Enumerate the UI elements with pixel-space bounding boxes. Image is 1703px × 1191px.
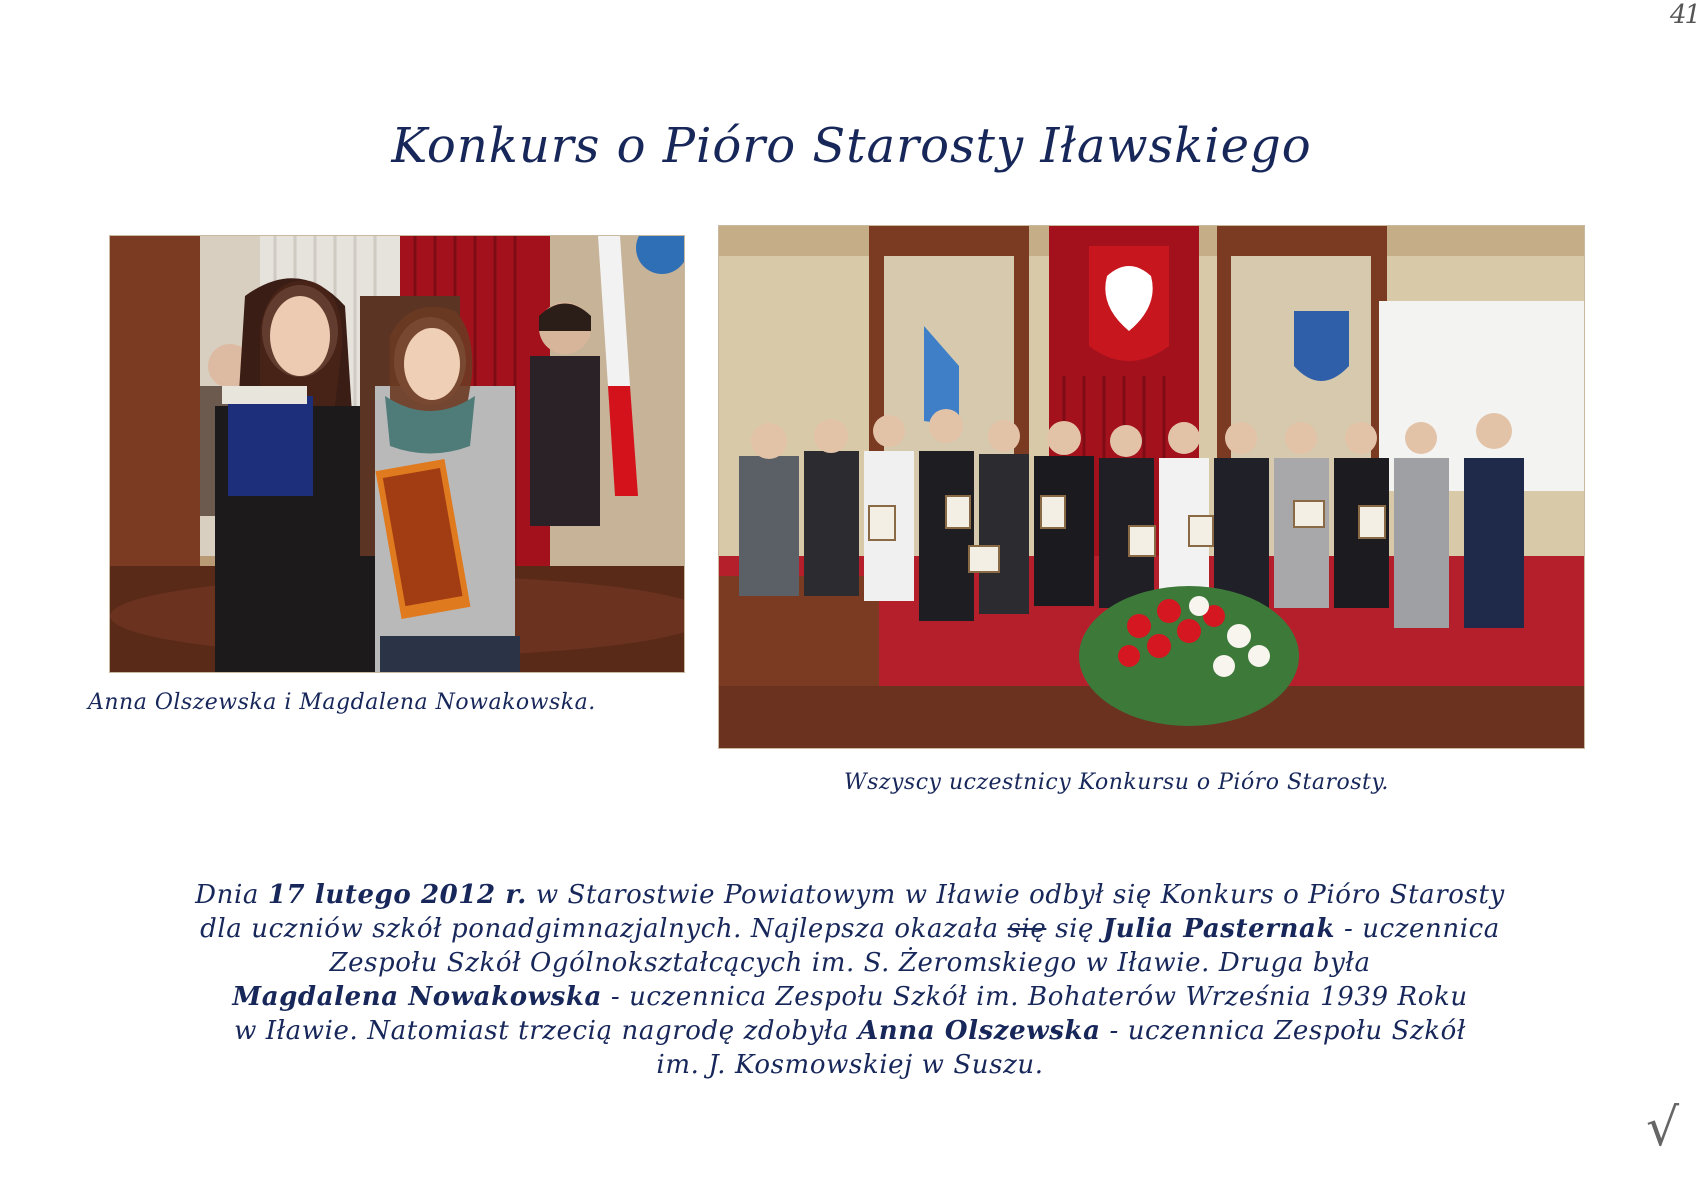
article-body (80, 878, 1620, 1082)
photo-all-participants (719, 226, 1584, 748)
body-line-2: dla uczniów szkół ponadgimnazjalnych. Najlepsza okazała się się Julia Pasternak - uczennica (200, 914, 1500, 944)
check-mark: √ (1646, 1098, 1680, 1158)
body-line-1: Dnia 17 lutego 2012 r. w Starostwie Powiatowym w Iławie odbył się Konkurs o Pióro Starosty (195, 880, 1505, 910)
photo-two-winners-image (110, 236, 684, 672)
page-number-mark: 41 (1670, 0, 1700, 30)
third-place-name: Anna Olszewska (857, 1016, 1101, 1046)
photo-two-winners (110, 236, 684, 672)
page-title: Konkurs o Pióro Starosty Iławskiego (391, 118, 1312, 174)
caption-two-winners: Anna Olszewska i Magdalena Nowakowska. (88, 690, 596, 715)
photo-all-participants-image (719, 226, 1584, 748)
first-place-name: Julia Pasternak (1102, 914, 1336, 944)
second-place-name: Magdalena Nowakowska (232, 982, 602, 1012)
struck-word: się (1007, 914, 1047, 944)
body-line-6: im. J. Kosmowskiej w Suszu. (656, 1050, 1044, 1080)
caption-all-participants: Wszyscy uczestnicy Konkursu o Pióro Starosty. (844, 770, 1389, 795)
body-line-4: Magdalena Nowakowska - uczennica Zespołu Szkół im. Bohaterów Września 1939 Roku (232, 982, 1468, 1012)
body-line-5: w Iławie. Natomiast trzecią nagrodę zdobyła Anna Olszewska - uczennica Zespołu Szkół (234, 1016, 1466, 1046)
event-date: 17 lutego 2012 r. (267, 880, 527, 910)
body-line-3: Zespołu Szkół Ogólnokształcących im. S. Żeromskiego w Iławie. Druga była (329, 948, 1371, 978)
